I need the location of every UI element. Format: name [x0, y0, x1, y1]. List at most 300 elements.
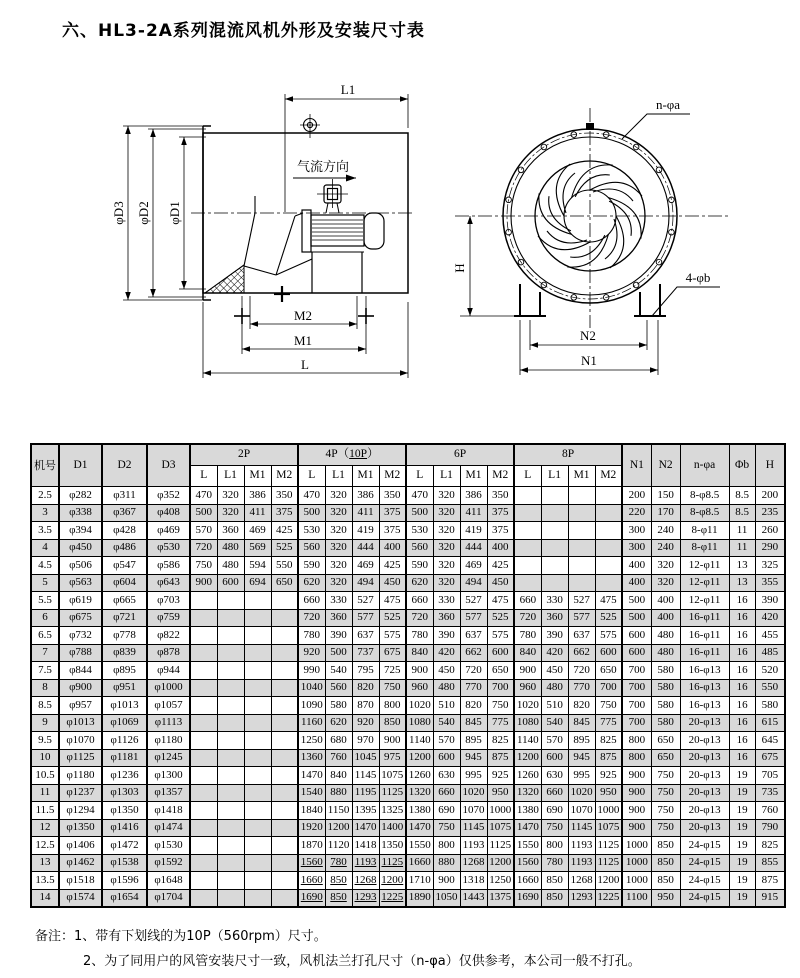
table-row — [31, 767, 785, 785]
table-row — [31, 487, 785, 505]
cell-d3: φ352 — [147, 487, 190, 505]
cell-p8-m1: 662 — [568, 644, 595, 662]
cell-p4-m1: 494 — [352, 574, 379, 592]
table-row — [31, 802, 785, 820]
cell-p4-m1: 1045 — [352, 749, 379, 767]
table-row — [31, 819, 785, 837]
cell-p8-m1: 1070 — [568, 802, 595, 820]
cell-n2: 240 — [651, 539, 680, 557]
cell-p4-l1: 320 — [325, 574, 352, 592]
sub-l1: L1 — [217, 466, 244, 487]
cell-p4-l: 1090 — [298, 697, 325, 715]
cell-d3: φ1300 — [147, 767, 190, 785]
cell-n-phi-a: 16-φ13 — [680, 679, 729, 697]
cell-p4-m1: 527 — [352, 592, 379, 610]
cell-p6-l: 660 — [406, 592, 433, 610]
cell-p8-l1: 600 — [541, 749, 568, 767]
col-n-phi-a: n-φa — [680, 444, 729, 487]
cell-n2: 580 — [651, 697, 680, 715]
cell-h: 420 — [755, 609, 785, 627]
cell-p6-m2: 650 — [487, 662, 514, 680]
cell-d2: φ721 — [102, 609, 147, 627]
cell-n2: 480 — [651, 644, 680, 662]
cell-d2: φ547 — [102, 557, 147, 575]
cell-p8-l1: 800 — [541, 837, 568, 855]
cell-p8-l — [514, 487, 541, 505]
cell-n2: 950 — [651, 889, 680, 907]
cell-d2: φ604 — [102, 574, 147, 592]
cell-p8-m2: 925 — [595, 767, 622, 785]
cell-p2-m1 — [244, 767, 271, 785]
cell-p2-m2: 550 — [271, 557, 298, 575]
cell-p4-m2: 750 — [379, 679, 406, 697]
cell-n-phi-a: 12-φ11 — [680, 574, 729, 592]
cell-p4-m1: 1268 — [352, 872, 379, 890]
cell-p6-m1: 1020 — [460, 784, 487, 802]
cell-p2-l1: 320 — [217, 487, 244, 505]
sub-m2: M2 — [271, 466, 298, 487]
cell-p6-m1: 386 — [460, 487, 487, 505]
cell-p2-l1 — [217, 679, 244, 697]
cell-p8-l — [514, 522, 541, 540]
cell-p6-l: 560 — [406, 539, 433, 557]
group-8p: 8P — [514, 444, 622, 466]
cell-p4-m2: 375 — [379, 504, 406, 522]
cell-n-phi-a: 20-φ13 — [680, 802, 729, 820]
cell-p8-l: 720 — [514, 609, 541, 627]
cell-n1: 400 — [622, 574, 651, 592]
cell-p6-m2: 375 — [487, 504, 514, 522]
cell-h: 875 — [755, 872, 785, 890]
cell-p8-l: 1550 — [514, 837, 541, 855]
cell-p2-m1 — [244, 697, 271, 715]
cell-p6-m2: 700 — [487, 679, 514, 697]
cell-p8-l1: 420 — [541, 644, 568, 662]
cell-p4-l: 780 — [298, 627, 325, 645]
cell-d1: φ506 — [59, 557, 102, 575]
cell-p2-l — [190, 802, 217, 820]
cell-p6-l1: 480 — [433, 679, 460, 697]
cell-p2-m1 — [244, 784, 271, 802]
cell-p2-l: 900 — [190, 574, 217, 592]
cell-p2-l — [190, 749, 217, 767]
cell-p8-m2: 1125 — [595, 837, 622, 855]
cell-p2-l: 470 — [190, 487, 217, 505]
cell-n2: 580 — [651, 662, 680, 680]
notes — [35, 924, 641, 974]
cell-p4-m1: 737 — [352, 644, 379, 662]
cell-d2: φ1596 — [102, 872, 147, 890]
table-row — [31, 732, 785, 750]
cell-p4-l: 1660 — [298, 872, 325, 890]
cell-p8-m1: 637 — [568, 627, 595, 645]
cell-p8-l1: 850 — [541, 872, 568, 890]
cell-p8-m1: 720 — [568, 662, 595, 680]
cell-p6-m1: 1318 — [460, 872, 487, 890]
cell-p2-m1: 569 — [244, 539, 271, 557]
cell-machine-no: 11.5 — [31, 802, 59, 820]
cell-n-phi-a: 8-φ8.5 — [680, 504, 729, 522]
cell-phi-b: 16 — [729, 592, 755, 610]
cell-d1: φ1406 — [59, 837, 102, 855]
cell-h: 855 — [755, 854, 785, 872]
cell-p4-m1: 1395 — [352, 802, 379, 820]
cell-d1: φ1070 — [59, 732, 102, 750]
cell-p6-l1: 320 — [433, 504, 460, 522]
cell-p6-m1: 411 — [460, 504, 487, 522]
cell-p6-l1: 750 — [433, 819, 460, 837]
cell-h: 615 — [755, 714, 785, 732]
cell-p8-m1: 1020 — [568, 784, 595, 802]
cell-h: 290 — [755, 539, 785, 557]
cell-n1: 400 — [622, 557, 651, 575]
cell-machine-no: 8.5 — [31, 697, 59, 715]
sub-m2: M2 — [487, 466, 514, 487]
cell-p4-l1: 320 — [325, 539, 352, 557]
cell-phi-b: 16 — [729, 732, 755, 750]
cell-p2-l: 750 — [190, 557, 217, 575]
cell-p8-l: 1380 — [514, 802, 541, 820]
cell-p6-m1: 995 — [460, 767, 487, 785]
cell-p4-l: 470 — [298, 487, 325, 505]
cell-p4-m1: 386 — [352, 487, 379, 505]
cell-p2-l1 — [217, 662, 244, 680]
cell-d1: φ1462 — [59, 854, 102, 872]
cell-p8-m2: 1075 — [595, 819, 622, 837]
page-title: 六、HL3-2A系列混流风机外形及安装尺寸表 — [62, 21, 425, 41]
cell-p4-m1: 870 — [352, 697, 379, 715]
cell-p2-l1 — [217, 837, 244, 855]
table-row — [31, 889, 785, 907]
cell-p6-l: 1320 — [406, 784, 433, 802]
cell-p6-m2: 350 — [487, 487, 514, 505]
cell-p6-l1: 420 — [433, 644, 460, 662]
cell-p8-l: 1020 — [514, 697, 541, 715]
label-n-phi-a: n-φa — [655, 97, 681, 112]
dim-m1: M1 — [293, 333, 313, 348]
cell-p8-l: 900 — [514, 662, 541, 680]
cell-p8-l: 840 — [514, 644, 541, 662]
cell-p6-m1: 527 — [460, 592, 487, 610]
cell-p6-m2: 1075 — [487, 819, 514, 837]
cell-n1: 1000 — [622, 872, 651, 890]
cell-p2-m2 — [271, 714, 298, 732]
cell-p2-m1 — [244, 679, 271, 697]
cell-phi-b: 16 — [729, 609, 755, 627]
cell-p4-l: 1040 — [298, 679, 325, 697]
cell-h: 580 — [755, 697, 785, 715]
cell-p8-m2 — [595, 487, 622, 505]
cell-phi-b: 16 — [729, 662, 755, 680]
cell-machine-no: 10 — [31, 749, 59, 767]
cell-p8-l1: 570 — [541, 732, 568, 750]
cell-p4-l: 1160 — [298, 714, 325, 732]
cell-p8-l1: 480 — [541, 679, 568, 697]
cell-p8-m2: 950 — [595, 784, 622, 802]
cell-p2-l — [190, 697, 217, 715]
cell-d1: φ1125 — [59, 749, 102, 767]
cell-d1: φ900 — [59, 679, 102, 697]
sub-m1: M1 — [460, 466, 487, 487]
cell-h: 235 — [755, 504, 785, 522]
cell-machine-no: 5.5 — [31, 592, 59, 610]
cell-p4-m1: 1293 — [352, 889, 379, 907]
cell-n1: 900 — [622, 767, 651, 785]
cell-p8-m1 — [568, 487, 595, 505]
cell-machine-no: 4 — [31, 539, 59, 557]
sub-m1: M1 — [244, 466, 271, 487]
cell-p2-m1 — [244, 732, 271, 750]
dim-n1: N1 — [581, 353, 597, 368]
cell-p2-l1 — [217, 592, 244, 610]
cell-p6-m2: 825 — [487, 732, 514, 750]
cell-p4-l1: 880 — [325, 784, 352, 802]
cell-n2: 580 — [651, 679, 680, 697]
cell-h: 355 — [755, 574, 785, 592]
cell-machine-no: 9.5 — [31, 732, 59, 750]
cell-p4-l: 720 — [298, 609, 325, 627]
cell-p2-m1 — [244, 749, 271, 767]
cell-p6-m2: 425 — [487, 557, 514, 575]
cell-p6-m1: 1443 — [460, 889, 487, 907]
cell-p8-l: 1690 — [514, 889, 541, 907]
cell-p2-l — [190, 679, 217, 697]
sub-l: L — [298, 466, 325, 487]
cell-n2: 850 — [651, 854, 680, 872]
cell-p6-l: 1660 — [406, 854, 433, 872]
cell-n2: 170 — [651, 504, 680, 522]
cell-p6-m1: 820 — [460, 697, 487, 715]
cell-p8-m1: 770 — [568, 679, 595, 697]
cell-p2-m2 — [271, 732, 298, 750]
cell-p6-m1: 720 — [460, 662, 487, 680]
cell-p2-l1: 480 — [217, 539, 244, 557]
cell-d3: φ703 — [147, 592, 190, 610]
cell-p6-l: 590 — [406, 557, 433, 575]
cell-n2: 400 — [651, 609, 680, 627]
cell-d3: φ1180 — [147, 732, 190, 750]
cell-d3: φ530 — [147, 539, 190, 557]
cell-p4-l: 990 — [298, 662, 325, 680]
cell-p4-m1: 820 — [352, 679, 379, 697]
cell-p6-l1: 880 — [433, 854, 460, 872]
cell-p4-m1: 411 — [352, 504, 379, 522]
cell-d2: φ1013 — [102, 697, 147, 715]
cell-p8-l1 — [541, 539, 568, 557]
cell-p8-l: 780 — [514, 627, 541, 645]
cell-p6-m1: 419 — [460, 522, 487, 540]
cell-machine-no: 11 — [31, 784, 59, 802]
cell-p2-l1: 480 — [217, 557, 244, 575]
cell-p2-m1 — [244, 802, 271, 820]
col-h: H — [755, 444, 785, 487]
lifting-eye — [300, 114, 320, 138]
cell-p8-l1: 540 — [541, 714, 568, 732]
cell-d3: φ1245 — [147, 749, 190, 767]
cell-p6-m2: 1375 — [487, 889, 514, 907]
cell-d2: φ1538 — [102, 854, 147, 872]
cell-n1: 220 — [622, 504, 651, 522]
cell-p8-l1: 330 — [541, 592, 568, 610]
cell-p4-m1: 637 — [352, 627, 379, 645]
cell-p6-m2: 750 — [487, 697, 514, 715]
cell-p6-l1: 600 — [433, 749, 460, 767]
cell-p4-m2: 575 — [379, 627, 406, 645]
sub-l1: L1 — [325, 466, 352, 487]
cell-phi-b: 16 — [729, 714, 755, 732]
cell-p6-m2: 525 — [487, 609, 514, 627]
cell-p8-l1: 510 — [541, 697, 568, 715]
cell-n2: 750 — [651, 767, 680, 785]
cell-p4-m2: 350 — [379, 487, 406, 505]
cell-machine-no: 2.5 — [31, 487, 59, 505]
cell-p8-m2: 475 — [595, 592, 622, 610]
cell-p2-m1 — [244, 872, 271, 890]
cell-d3: φ1357 — [147, 784, 190, 802]
cell-n2: 580 — [651, 714, 680, 732]
cell-p4-l1: 680 — [325, 732, 352, 750]
cell-p8-m2 — [595, 539, 622, 557]
col-phi-b: Φb — [729, 444, 755, 487]
cell-machine-no: 8 — [31, 679, 59, 697]
cell-p8-m2 — [595, 557, 622, 575]
cell-p8-m1: 945 — [568, 749, 595, 767]
cell-p6-l1: 360 — [433, 609, 460, 627]
cell-p4-l: 620 — [298, 574, 325, 592]
cell-n2: 650 — [651, 732, 680, 750]
cell-p8-m2: 1200 — [595, 872, 622, 890]
cell-d1: φ619 — [59, 592, 102, 610]
cell-p6-m2: 600 — [487, 644, 514, 662]
cell-p8-m1: 895 — [568, 732, 595, 750]
group-6p: 6P — [406, 444, 514, 466]
cell-p6-m1: 770 — [460, 679, 487, 697]
cell-d3: φ408 — [147, 504, 190, 522]
cell-p8-l: 1470 — [514, 819, 541, 837]
cell-d3: φ1648 — [147, 872, 190, 890]
cell-p4-l1: 360 — [325, 609, 352, 627]
cell-p8-l1: 360 — [541, 609, 568, 627]
cell-d1: φ1294 — [59, 802, 102, 820]
cell-p2-l1 — [217, 889, 244, 907]
cell-p4-m1: 1193 — [352, 854, 379, 872]
cell-n-phi-a: 20-φ13 — [680, 732, 729, 750]
cell-p2-m1 — [244, 662, 271, 680]
cell-p4-m2: 800 — [379, 697, 406, 715]
cell-n-phi-a: 20-φ13 — [680, 784, 729, 802]
cell-phi-b: 19 — [729, 889, 755, 907]
cell-p2-m2: 650 — [271, 574, 298, 592]
cell-p4-m2: 675 — [379, 644, 406, 662]
table-row — [31, 627, 785, 645]
cell-p6-l1: 540 — [433, 714, 460, 732]
cell-p2-l — [190, 714, 217, 732]
cell-p4-l1: 320 — [325, 487, 352, 505]
cell-d3: φ586 — [147, 557, 190, 575]
cell-p4-l: 1360 — [298, 749, 325, 767]
cell-h: 705 — [755, 767, 785, 785]
notes-prefix: 备注： — [35, 929, 75, 944]
cell-p8-l: 1140 — [514, 732, 541, 750]
cell-n1: 800 — [622, 732, 651, 750]
cell-p8-m1: 1293 — [568, 889, 595, 907]
cell-d3: φ822 — [147, 627, 190, 645]
cell-p2-m2: 425 — [271, 522, 298, 540]
cell-h: 390 — [755, 592, 785, 610]
cell-p6-l: 1200 — [406, 749, 433, 767]
cell-p8-m2 — [595, 574, 622, 592]
cell-p2-l — [190, 837, 217, 855]
cell-p2-l1: 600 — [217, 574, 244, 592]
cell-d2: φ1236 — [102, 767, 147, 785]
cell-machine-no: 13.5 — [31, 872, 59, 890]
cell-p8-m2: 825 — [595, 732, 622, 750]
cell-p6-l: 1550 — [406, 837, 433, 855]
cell-p6-m1: 577 — [460, 609, 487, 627]
cell-n1: 700 — [622, 714, 651, 732]
cell-p4-l1: 850 — [325, 872, 352, 890]
table-row — [31, 644, 785, 662]
sub-l: L — [514, 466, 541, 487]
cell-p4-l: 1690 — [298, 889, 325, 907]
cell-p2-m2 — [271, 837, 298, 855]
cell-phi-b: 13 — [729, 557, 755, 575]
cell-p6-l1: 330 — [433, 592, 460, 610]
cell-n1: 200 — [622, 487, 651, 505]
cell-p6-l: 840 — [406, 644, 433, 662]
cell-p2-l — [190, 627, 217, 645]
cell-h: 260 — [755, 522, 785, 540]
sub-l1: L1 — [433, 466, 460, 487]
cell-n1: 900 — [622, 819, 651, 837]
cell-p4-l: 560 — [298, 539, 325, 557]
cell-d1: φ338 — [59, 504, 102, 522]
cell-p2-m2 — [271, 644, 298, 662]
cell-h: 825 — [755, 837, 785, 855]
cell-p8-m1: 1268 — [568, 872, 595, 890]
table-row — [31, 714, 785, 732]
cell-p4-m2: 400 — [379, 539, 406, 557]
cell-p2-l — [190, 644, 217, 662]
cell-d3: φ1704 — [147, 889, 190, 907]
cell-p2-l — [190, 854, 217, 872]
cell-p2-m1: 386 — [244, 487, 271, 505]
cell-p6-m1: 895 — [460, 732, 487, 750]
cell-h: 675 — [755, 749, 785, 767]
cell-p8-m1 — [568, 557, 595, 575]
cell-p6-m2: 450 — [487, 574, 514, 592]
cell-p4-l1: 1200 — [325, 819, 352, 837]
cell-n1: 300 — [622, 522, 651, 540]
cell-p6-l1: 320 — [433, 487, 460, 505]
cell-phi-b: 16 — [729, 644, 755, 662]
cell-p8-m1 — [568, 539, 595, 557]
cell-d2: φ311 — [102, 487, 147, 505]
sub-l: L — [190, 466, 217, 487]
cell-d1: φ788 — [59, 644, 102, 662]
cell-p6-l: 960 — [406, 679, 433, 697]
cell-p2-m2 — [271, 802, 298, 820]
cell-p8-m2: 750 — [595, 697, 622, 715]
cell-p6-l: 620 — [406, 574, 433, 592]
cell-p2-l — [190, 872, 217, 890]
cell-p8-m1: 820 — [568, 697, 595, 715]
cell-d1: φ394 — [59, 522, 102, 540]
cell-p4-m2: 900 — [379, 732, 406, 750]
cell-p6-l: 470 — [406, 487, 433, 505]
cell-phi-b: 19 — [729, 767, 755, 785]
cell-p8-m1 — [568, 522, 595, 540]
